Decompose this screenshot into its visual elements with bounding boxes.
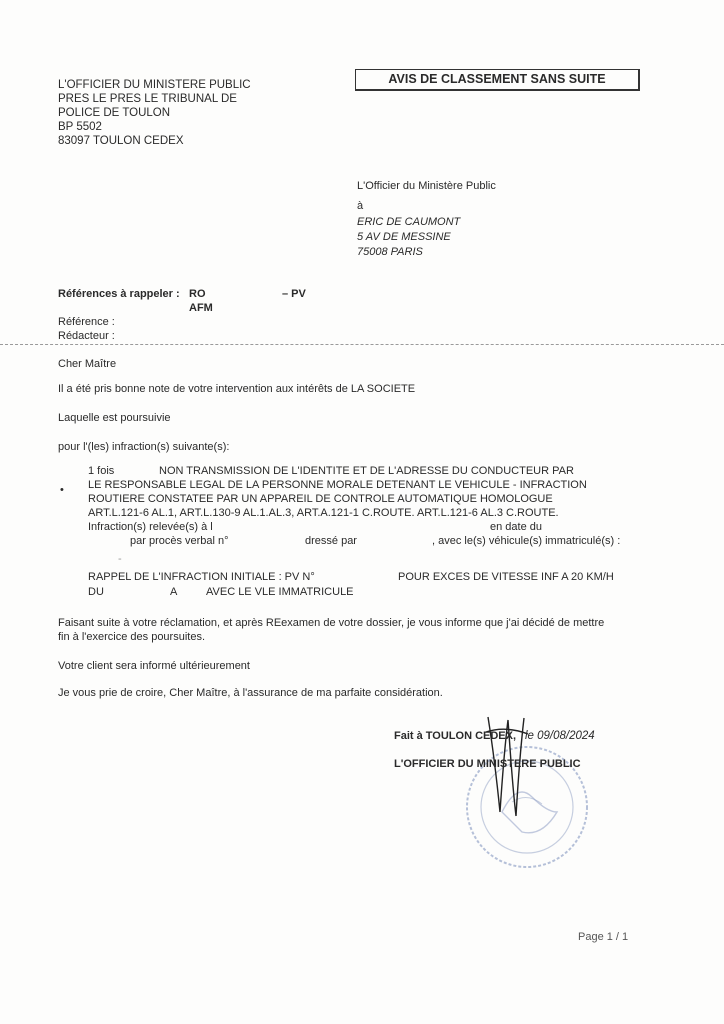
- separator-line: [0, 344, 724, 345]
- redacteur-label: Rédacteur :: [58, 330, 115, 342]
- officer-title: L'OFFICIER DU MINISTERE PUBLIC: [394, 758, 581, 770]
- recipient-address: [357, 215, 460, 260]
- recipient-street: 5 AV DE MESSINE: [357, 231, 451, 243]
- paragraph-poursuivie: Laquelle est poursuivie: [58, 412, 171, 424]
- page-number: Page 1 / 1: [578, 931, 629, 943]
- signature-date: le 09/08/2024: [525, 730, 595, 742]
- from-line: L'Officier du Ministère Public: [357, 180, 496, 192]
- document-title: AVIS DE CLASSEMENT SANS SUITE: [355, 69, 640, 91]
- recipient-name: ERIC DE CAUMONT: [357, 216, 461, 228]
- offence-line: NON TRANSMISSION DE L'IDENTITE ET DE L'ADRESSE DU CONDUCTEUR PAR: [159, 465, 574, 477]
- references-label: Références à rappeler :: [58, 288, 180, 300]
- sender-line: POLICE DE TOULON: [58, 107, 171, 119]
- ref-pv: – PV: [282, 288, 306, 300]
- offence-line: LE RESPONSABLE LEGAL DE LA PERSONNE MORALE DETENANT LE VEHICULE - INFRACTION: [88, 479, 587, 491]
- offence-relevee: Infraction(s) relevée(s) à l: [88, 521, 213, 533]
- offence-en-date: en date du: [490, 521, 542, 533]
- paragraph-client: Votre client sera informé ultérieurement: [58, 660, 250, 672]
- addressee-intro: [357, 176, 496, 216]
- ref-ro: RO: [189, 288, 206, 300]
- recipient-city: 75008 PARIS: [357, 246, 423, 258]
- rappel-du: DU: [88, 586, 104, 598]
- sender-line: L'OFFICIER DU MINISTERE PUBLIC: [58, 79, 251, 91]
- bullet-mark: •: [60, 484, 64, 496]
- paragraph-decision-2: fin à l'exercice des poursuites.: [58, 631, 206, 643]
- reference-label: Référence :: [58, 316, 115, 328]
- rappel-vle: AVEC LE VLE IMMATRICULE: [206, 586, 354, 598]
- offence-count: 1 fois: [88, 465, 115, 477]
- offence-line: ART.L.121-6 AL.1, ART.L.130-9 AL.1.AL.3, ART.A.121-1 C.ROUTE. ART.L.121-6 AL.3 C.ROUTE.: [88, 507, 559, 519]
- sender-line: PRES LE PRES LE TRIBUNAL DE: [58, 93, 237, 105]
- paragraph-infractions: pour l'(les) infraction(s) suivante(s):: [58, 441, 230, 453]
- to-word: à: [357, 200, 364, 212]
- paragraph-intervention: Il a été pris bonne note de votre intervention aux intérêts de LA SOCIETE: [58, 383, 416, 395]
- rappel-line: RAPPEL DE L'INFRACTION INITIALE : PV N°: [88, 571, 315, 583]
- offence-vehicule: , avec le(s) véhicule(s) immatriculé(s) :: [432, 535, 621, 547]
- offence-pv: par procès verbal n°: [130, 535, 229, 547]
- paragraph-decision-1: Faisant suite à votre réclamation, et après REexamen de votre dossier, je vous informe que j'ai décidé de mettre: [58, 617, 605, 629]
- paragraph-closing: Je vous prie de croire, Cher Maître, à l'assurance de ma parfaite considération.: [58, 687, 443, 699]
- sender-address: [58, 78, 251, 148]
- ref-afm: AFM: [189, 302, 213, 314]
- rappel-a: A: [170, 586, 178, 598]
- salutation: Cher Maître: [58, 358, 117, 370]
- fait-a: Fait à TOULON CEDEX,: [394, 730, 517, 742]
- offence-line: ROUTIERE CONSTATEE PAR UN APPAREIL DE CONTROLE AUTOMATIQUE HOMOLOGUE: [88, 493, 553, 505]
- dash-mark: -: [118, 553, 122, 565]
- sender-line: 83097 TOULON CEDEX: [58, 135, 184, 147]
- sender-line: BP 5502: [58, 121, 102, 133]
- offence-dresse: dressé par: [305, 535, 357, 547]
- rappel-exces: POUR EXCES DE VITESSE INF A 20 KM/H: [398, 571, 614, 583]
